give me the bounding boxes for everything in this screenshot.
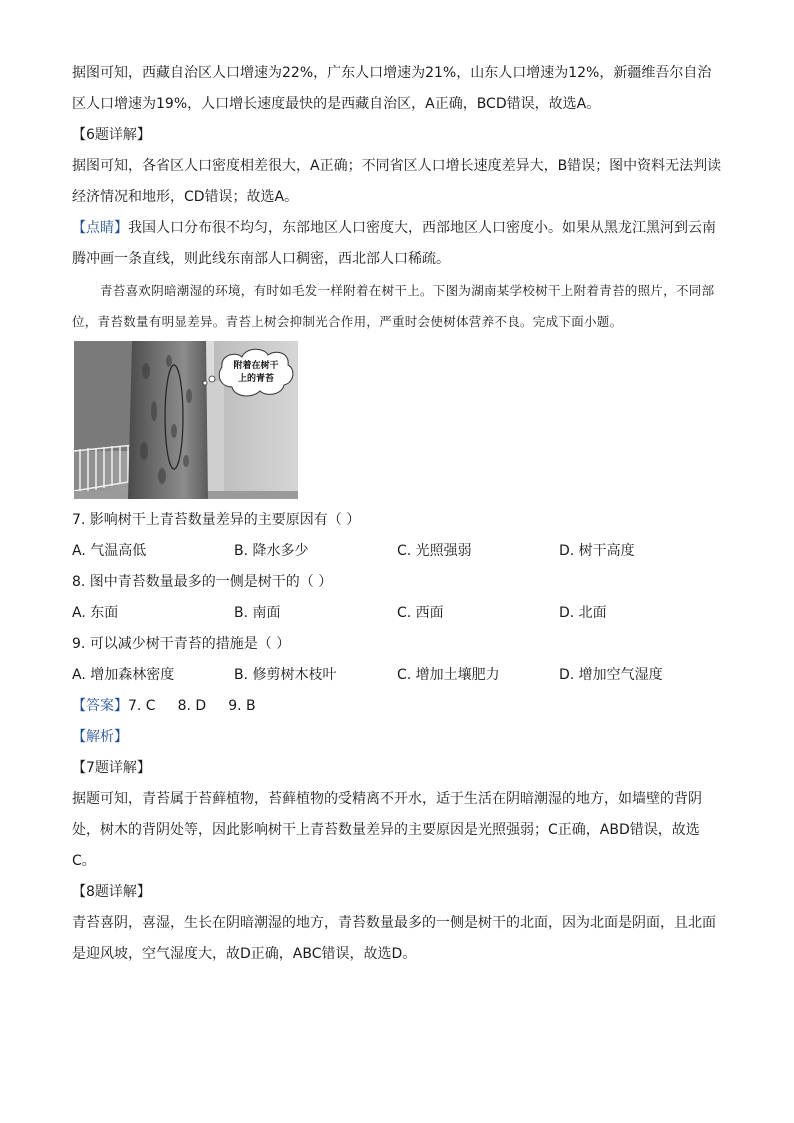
q8-option-c[interactable]: C. 西面 bbox=[397, 605, 444, 621]
q7-option-a[interactable]: A. 气温高低 bbox=[72, 543, 147, 559]
question-8-options bbox=[72, 598, 722, 629]
heading-q7-detail: 【7题详解】 bbox=[72, 760, 151, 776]
q9-option-b[interactable]: B. 修剪树木枝叶 bbox=[234, 667, 337, 683]
answer-line bbox=[72, 691, 722, 722]
tree-moss-photo-graphic bbox=[74, 341, 298, 499]
heading-q8-detail: 【8题详解】 bbox=[72, 884, 151, 900]
question-7-stem: 7. 影响树干上青苔数量差异的主要原因有（ ） bbox=[72, 512, 361, 528]
tip-tag: 【点睛】 bbox=[72, 220, 128, 236]
photo-callout-line2: 上的青苔 bbox=[237, 374, 275, 384]
q9-option-a[interactable]: A. 增加森林密度 bbox=[72, 667, 175, 683]
question-9-options bbox=[72, 660, 722, 691]
heading-q6-detail: 【6题详解】 bbox=[72, 127, 151, 143]
q9-option-c[interactable]: C. 增加土壤肥力 bbox=[397, 667, 500, 683]
tip-text: 我国人口分布很不均匀，东部地区人口密度大，西部地区人口密度小。如果从黑龙江黑河到云南腾冲画一条直线，则此线东南部人口稠密，西北部人口稀疏。 bbox=[72, 220, 716, 267]
document-page bbox=[72, 58, 722, 970]
paragraph-q7-explanation: 据题可知，青苔属于苔藓植物，苔藓植物的受精离不开水，适于生活在阴暗潮湿的地方，如墙壁的背阴处，树木的背阴处等，因此影响树干上青苔数量差异的主要原因是光照强弱；C正确，ABD错误，故选C。 bbox=[72, 791, 702, 869]
question-9-stem: 9. 可以减少树干青苔的措施是（ ） bbox=[72, 636, 291, 652]
paragraph-q8-explanation: 青苔喜阴，喜湿，生长在阴暗潮湿的地方，青苔数量最多的一侧是树干的北面，因为北面是阴面，且北面是迎风坡，空气湿度大，故D正确，ABC错误，故选D。 bbox=[72, 915, 716, 962]
passage-moss: 青苔喜欢阴暗潮湿的环境，有时如毛发一样附着在树干上。下图为湖南某学校树干上附着青苔的照片，不同部位，青苔数量有明显差异。青苔上树会抑制光合作用，严重时会使树体营养不良。完成下面小题。 bbox=[72, 283, 715, 329]
answer-tag: 【答案】 bbox=[72, 698, 128, 714]
paragraph-q5-explanation: 据图可知，西藏自治区人口增速为22%，广东人口增速为21%，山东人口增速为12%，新疆维吾尔自治区人口增速为19%，人口增长速度最快的是西藏自治区，A正确，BCD错误，故选A。 bbox=[72, 65, 712, 112]
tree-moss-photo bbox=[74, 341, 298, 499]
paragraph-q6-explanation: 据图可知，各省区人口密度相差很大，A正确；不同省区人口增长速度差异大，B错误；图中资料无法判读经济情况和地形，CD错误；故选A。 bbox=[72, 158, 722, 205]
question-8-stem: 8. 图中青苔数量最多的一侧是树干的（ ） bbox=[72, 574, 333, 590]
analysis-tag: 【解析】 bbox=[72, 729, 128, 745]
q8-option-b[interactable]: B. 南面 bbox=[234, 605, 281, 621]
q7-option-c[interactable]: C. 光照强弱 bbox=[397, 543, 472, 559]
q8-option-a[interactable]: A. 东面 bbox=[72, 605, 119, 621]
q7-option-b[interactable]: B. 降水多少 bbox=[234, 543, 309, 559]
question-7-options bbox=[72, 536, 722, 567]
photo-callout-line1: 附着在树干 bbox=[233, 361, 279, 371]
q9-option-d[interactable]: D. 增加空气湿度 bbox=[559, 667, 663, 683]
q8-option-d[interactable]: D. 北面 bbox=[559, 605, 607, 621]
answer-7: 7. C bbox=[128, 698, 156, 714]
q7-option-d[interactable]: D. 树干高度 bbox=[559, 543, 635, 559]
answer-9: 9. B bbox=[228, 698, 256, 714]
paragraph-tip bbox=[72, 213, 722, 275]
answer-8: 8. D bbox=[177, 698, 207, 714]
